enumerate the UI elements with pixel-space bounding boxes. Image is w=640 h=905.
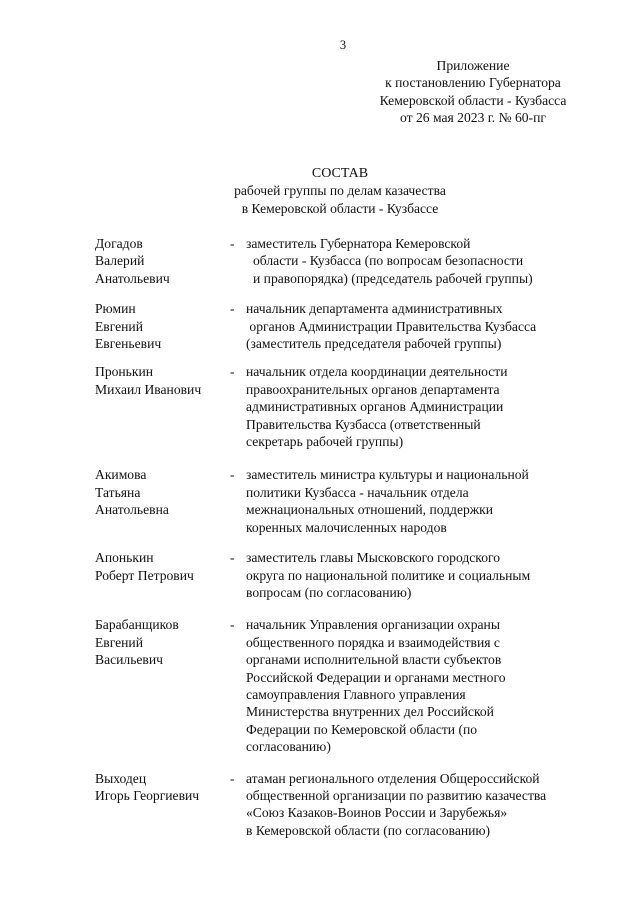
member-role-line: начальник Управления организации охраны — [246, 617, 500, 633]
member-role-line: области - Кузбасса (по вопросам безопасности — [253, 253, 524, 269]
member-role-line: «Союз Казаков-Воинов России и Зарубежья» — [246, 805, 508, 821]
appendix-line: Кемеровской области - Кузбасса — [379, 92, 567, 108]
member-entry — [95, 235, 595, 287]
member-role-line: заместитель министра культуры и национальной — [246, 467, 529, 483]
member-dash: - — [230, 364, 235, 380]
member-name — [95, 300, 230, 352]
member-name-line: Выходец — [95, 770, 147, 786]
member-name-line: Барабанщиков — [95, 617, 179, 633]
member-dash: - — [230, 617, 235, 633]
appendix-line: к постановлению Губернатора — [385, 75, 561, 91]
member-role-line: Федерации по Кемеровской области (по — [246, 721, 478, 737]
member-entry — [95, 770, 595, 840]
appendix-line: от 26 мая 2023 г. № 60-пг — [400, 110, 546, 126]
member-name-line: Васильевич — [95, 652, 163, 668]
member-role — [244, 363, 595, 450]
title-heading: СОСТАВ — [311, 166, 369, 181]
member-name — [95, 549, 230, 584]
member-role — [244, 466, 595, 536]
member-role-line: заместитель Губернатора Кемеровской — [246, 236, 471, 251]
member-name-line: Анатольевич — [95, 270, 170, 286]
member-role — [244, 770, 595, 840]
member-name — [95, 235, 230, 287]
member-role-line: начальник департамента административных — [246, 301, 503, 317]
title-line: рабочей группы по делам казачества — [234, 183, 446, 199]
member-role-line: межнациональных отношений, поддержки — [246, 502, 494, 518]
member-name-line: Апонькин — [95, 550, 154, 566]
member-name-line: Евгений — [95, 318, 143, 334]
document-title — [0, 165, 640, 217]
member-role — [244, 300, 595, 352]
page-number: 3 — [339, 38, 347, 52]
member-name-line: Игорь Георгиевич — [95, 787, 200, 803]
members-list — [95, 235, 595, 839]
member-role — [244, 549, 595, 601]
title-line: в Кемеровской области - Кузбассе — [241, 200, 439, 216]
member-role-line: округа по национальной политике и социальным — [246, 567, 531, 583]
member-role-line: самоуправления Главного управления — [246, 686, 466, 702]
member-entry — [95, 300, 595, 352]
member-role-line: Правительства Кузбасса (ответственный — [246, 416, 481, 432]
member-dash: - — [230, 550, 235, 566]
member-role-line: начальник отдела координации деятельности — [246, 364, 508, 380]
member-role-line: политики Кузбасса - начальник отдела — [246, 484, 469, 500]
member-name — [95, 616, 230, 668]
member-role — [244, 616, 595, 755]
member-role-line: заместитель главы Мысковского городского — [246, 550, 501, 566]
appendix-line: Приложение — [436, 58, 510, 73]
member-dash: - — [230, 467, 235, 483]
member-role-line: Российской Федерации и органами местного — [246, 669, 506, 685]
member-role-line: Министерства внутренних дел Российской — [246, 704, 494, 720]
member-name-line: Пронькин — [95, 364, 154, 380]
member-entry — [95, 549, 595, 601]
member-entry — [95, 363, 595, 450]
member-entry — [95, 466, 595, 536]
member-name — [95, 466, 230, 518]
member-name-line: Татьяна — [95, 484, 141, 500]
member-role-line: органами исполнительной власти субъектов — [246, 652, 502, 668]
member-role-line: атаман регионального отделения Общероссийской — [246, 770, 540, 786]
member-dash: - — [230, 301, 235, 317]
member-name-line: Догадов — [95, 236, 143, 251]
member-role-line: общественной организации по развитию казачества — [246, 787, 547, 803]
member-name-line: Роберт Петрович — [95, 567, 194, 583]
member-dash: - — [230, 236, 235, 251]
member-role-line: общественного порядка и взаимодействия с — [246, 634, 500, 650]
member-name-line: Рюмин — [95, 301, 136, 317]
member-role-line: и правопорядка) (председатель рабочей группы) — [253, 270, 533, 286]
member-name-line: Валерий — [95, 253, 145, 269]
member-role-line: органов Администрации Правительства Кузбасса — [246, 318, 537, 334]
member-role-line: (заместитель председателя рабочей группы) — [246, 336, 502, 352]
appendix-header — [345, 57, 601, 127]
member-role-line: в Кемеровской области (по согласованию) — [246, 822, 491, 838]
member-name — [95, 363, 230, 398]
member-entry — [95, 616, 595, 755]
member-role — [244, 235, 595, 287]
member-dash: - — [230, 770, 235, 786]
member-role-line: секретарь рабочей группы) — [246, 434, 404, 450]
member-name-line: Евгеньевич — [95, 336, 162, 352]
member-name-line: Михаил Иванович — [95, 381, 202, 397]
member-role-line: согласованию) — [246, 739, 331, 755]
member-role-line: административных органов Администрации — [246, 399, 504, 415]
member-role-line: правоохранительных органов департамента — [246, 381, 500, 397]
member-name-line: Анатольевна — [95, 502, 169, 518]
member-role-line: коренных малочисленных народов — [246, 519, 447, 535]
member-name — [95, 770, 230, 805]
member-name-line: Евгений — [95, 634, 143, 650]
member-name-line: Акимова — [95, 467, 147, 483]
member-role-line: вопросам (по согласованию) — [246, 584, 412, 600]
